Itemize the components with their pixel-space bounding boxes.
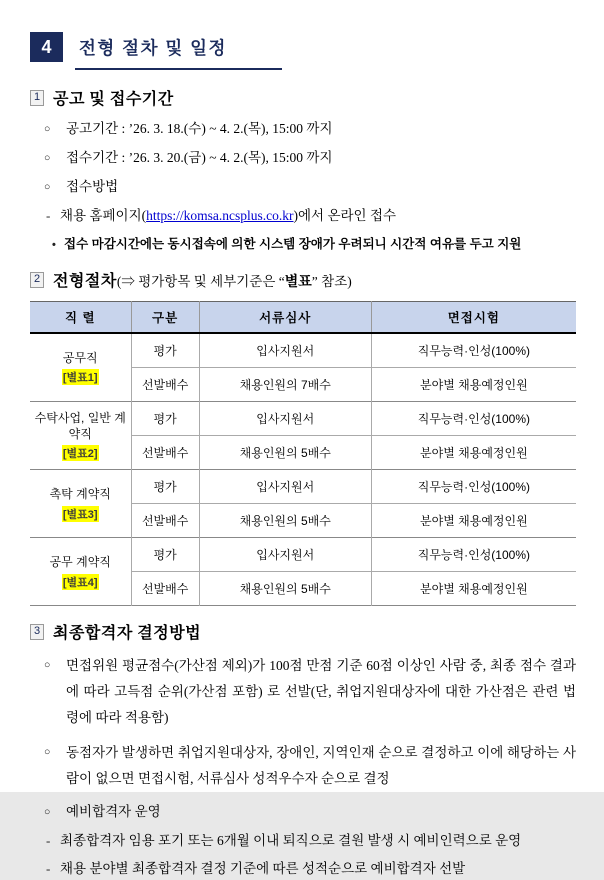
apply-period-item	[44, 148, 576, 169]
final-selection-rule-text: 면접위원 평균점수(가산점 제외)가 100점 만점 기준 60점 이상인 사람 중, 최종 점수 결과에 따라 고득점 순위(가산점 포함) 로 선발(단, 취업지원대상자에 대한 가산점은 관련 법령에 따라 적용함)	[66, 658, 576, 725]
section1-number-box: 1	[30, 90, 44, 106]
section2-title-row	[53, 268, 352, 291]
job-cell	[30, 538, 131, 606]
deadline-warning-text: 접수 마감시간에는 동시접속에 의한 시스템 장애가 우려되니 시간적 여유를 두고 지원	[64, 236, 522, 251]
apply-homepage-prefix: 채용 홈페이지(	[60, 207, 147, 223]
circle-bullet-icon: ○	[44, 806, 51, 818]
circle-bullet-icon: ○	[44, 152, 51, 164]
table-row	[30, 333, 576, 368]
category-cell: 선발배수	[131, 436, 199, 470]
job-name: 촉탁 계약직	[49, 487, 111, 502]
section2-subtitle	[117, 270, 352, 291]
reserve-operation-text: 최종합격자 임용 포기 또는 6개월 이내 퇴직으로 결원 발생 시 예비인력으로 운영	[60, 832, 522, 848]
interview-cell: 직무능력·인성(100%)	[371, 402, 576, 436]
apply-method-item	[44, 177, 576, 198]
deadline-warning-item	[52, 235, 576, 254]
ref-label-byeolpyo2: [별표2]	[62, 445, 99, 461]
table-row	[30, 538, 576, 572]
category-cell: 평가	[131, 333, 199, 368]
col-header-interview: 면접시험	[371, 302, 576, 334]
section2-number-box: 2	[30, 272, 44, 288]
section2-subtitle-suffix: ” 참조)	[311, 274, 352, 290]
job-cell	[30, 470, 131, 538]
table-header-row	[30, 302, 576, 334]
page-title: 전형 절차 및 일정	[75, 32, 282, 70]
category-cell: 선발배수	[131, 572, 199, 606]
section2-heading	[30, 268, 576, 291]
ref-label-byeolpyo1: [별표1]	[62, 369, 99, 385]
interview-cell: 직무능력·인성(100%)	[371, 333, 576, 368]
circle-bullet-icon: ○	[44, 124, 51, 135]
dot-bullet-icon: •	[52, 238, 56, 251]
apply-homepage-text	[60, 206, 396, 227]
section1-title: 공고 및 접수기간	[53, 91, 174, 108]
announce-period-text: 공고기간 : ’26. 3. 18.(수) ~ 4. 2.(목), 15:00 까지	[66, 121, 333, 136]
interview-cell: 직무능력·인성(100%)	[371, 538, 576, 572]
interview-cell: 분야별 채용예정인원	[371, 436, 576, 470]
category-cell: 평가	[131, 538, 199, 572]
document-cell: 입사지원서	[199, 470, 371, 504]
reserve-operation-item	[46, 831, 576, 852]
circle-bullet-icon: ○	[44, 747, 51, 759]
ref-label-byeolpyo3: [별표3]	[62, 506, 99, 522]
table-row	[30, 470, 576, 504]
section3-heading	[30, 620, 576, 643]
document-cell: 채용인원의 7배수	[199, 368, 371, 402]
circle-bullet-icon: ○	[44, 181, 51, 193]
table-group-sutak	[30, 402, 576, 470]
section3-number-box: 3	[30, 624, 44, 640]
table-row	[30, 402, 576, 436]
reserve-selection-text: 채용 분야별 최종합격자 결정 기준에 따른 성적순으로 예비합격자 선발	[60, 861, 466, 877]
document-cell: 채용인원의 5배수	[199, 436, 371, 470]
section2-title: 전형절차	[53, 273, 117, 291]
chapter-number-badge: 4	[30, 32, 63, 62]
interview-cell: 분야별 채용예정인원	[371, 504, 576, 538]
document-cell: 입사지원서	[199, 538, 371, 572]
interview-cell: 분야별 채용예정인원	[371, 572, 576, 606]
job-name: 공무 계약직	[49, 555, 111, 570]
dash-bullet-icon: -	[46, 832, 51, 848]
ref-label-byeolpyo4: [별표4]	[62, 574, 99, 590]
recruit-site-link[interactable]: https://komsa.ncsplus.co.kr	[146, 207, 294, 223]
announce-period-item	[44, 119, 576, 140]
job-name: 공무직	[62, 350, 98, 365]
section3-title: 최종합격자 결정방법	[53, 625, 202, 643]
section2-subtitle-bold: 별표	[284, 275, 312, 291]
document-cell: 입사지원서	[199, 333, 371, 368]
apply-method-text: 접수방법	[66, 178, 119, 194]
dash-bullet-icon: -	[46, 861, 51, 877]
col-header-job: 직 렬	[30, 302, 131, 334]
table-group-gongmujik	[30, 333, 576, 402]
circle-bullet-icon: ○	[44, 660, 51, 672]
final-selection-rule-item	[44, 653, 576, 730]
tie-break-rule-text: 동점자가 발생하면 취업지원대상자, 장애인, 지역인재 순으로 결정하고 이에 해당하는 사람이 없으면 면접시험, 서류심사 성적우수자 순으로 결정	[66, 745, 576, 786]
job-name: 수탁사업, 일반 계약직	[34, 411, 126, 442]
doc-header	[30, 32, 576, 70]
col-header-category: 구분	[131, 302, 199, 334]
table-group-choktak	[30, 470, 576, 538]
table-group-gongmu-contract	[30, 538, 576, 606]
job-cell	[30, 333, 131, 402]
tie-break-rule-item	[44, 740, 576, 791]
selection-procedure-table	[30, 301, 576, 606]
section1-heading	[30, 86, 576, 109]
category-cell: 선발배수	[131, 368, 199, 402]
section2-subtitle-prefix: (⇒ 평가항목 및 세부기준은 “	[116, 274, 285, 290]
category-cell: 평가	[131, 470, 199, 504]
apply-homepage-item	[46, 206, 576, 227]
reserve-pass-item	[44, 802, 576, 823]
interview-cell: 분야별 채용예정인원	[371, 368, 576, 402]
document-cell: 채용인원의 5배수	[199, 572, 371, 606]
document-cell: 채용인원의 5배수	[199, 504, 371, 538]
apply-period-text: 접수기간 : ’26. 3. 20.(금) ~ 4. 2.(목), 15:00 까지	[66, 149, 333, 165]
apply-homepage-suffix: )에서 온라인 접수	[293, 207, 397, 223]
col-header-document: 서류심사	[199, 302, 371, 334]
job-cell	[30, 402, 131, 470]
document-cell: 입사지원서	[199, 402, 371, 436]
category-cell: 선발배수	[131, 504, 199, 538]
table-head	[30, 302, 576, 334]
category-cell: 평가	[131, 402, 199, 436]
reserve-pass-text: 예비합격자 운영	[66, 803, 161, 819]
dash-bullet-icon: -	[46, 207, 51, 223]
interview-cell: 직무능력·인성(100%)	[371, 470, 576, 504]
reserve-selection-item	[46, 859, 576, 880]
